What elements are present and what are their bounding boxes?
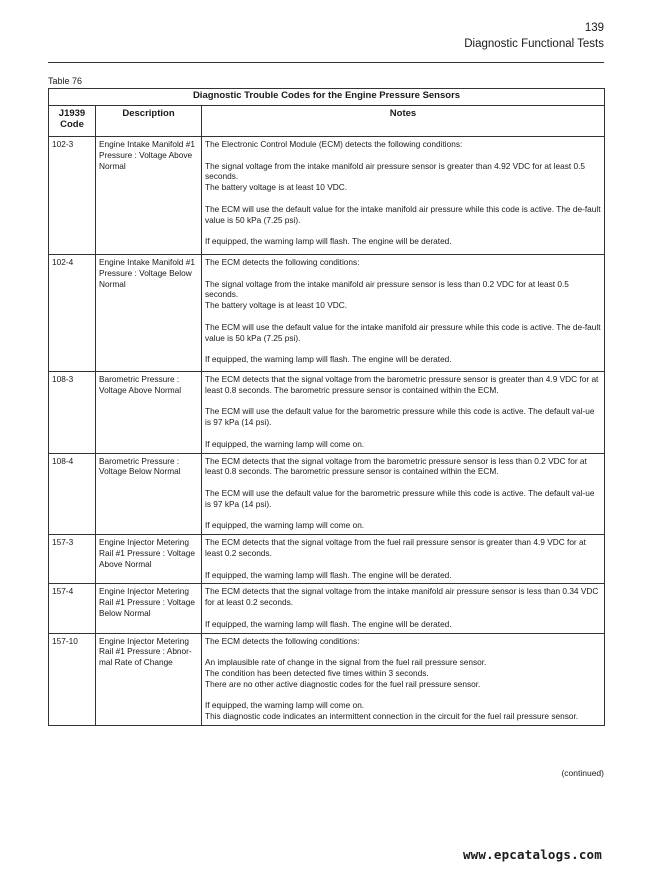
dtc-table	[48, 88, 605, 726]
notes-cell	[202, 633, 605, 725]
code-cell: 108-4	[49, 453, 96, 535]
code-cell: 157-4	[49, 584, 96, 633]
table-title: Diagnostic Trouble Codes for the Engine Pressure Sensors	[49, 89, 605, 106]
note-line: If equipped, the warning lamp will come on.	[205, 438, 365, 449]
table-row	[49, 535, 605, 584]
description-cell: Engine Intake Manifold #1 Pressure : Voltage Above Normal	[96, 137, 202, 255]
table-row	[49, 255, 605, 372]
note-line: The Electronic Control Module (ECM) detects the following conditions:	[205, 139, 463, 149]
notes-cell	[202, 535, 605, 584]
note-line: An implausible rate of change in the signal from the fuel rail pressure sensor.	[205, 657, 487, 668]
description-cell: Engine Injector Metering Rail #1 Pressure : Voltage Below Normal	[96, 584, 202, 633]
note-line: If equipped, the warning lamp will flash. The engine will be derated.	[205, 236, 452, 247]
note-line: This diagnostic code indicates an intermittent connection in the circuit for the fuel rail pressure sensor.	[205, 711, 579, 722]
note-line: If equipped, the warning lamp will come on.	[205, 520, 365, 531]
description-cell: Engine Intake Manifold #1 Pressure : Voltage Below Normal	[96, 255, 202, 372]
note-line: If equipped, the warning lamp will flash. The engine will be derated.	[205, 354, 452, 365]
notes-cell	[202, 453, 605, 535]
code-cell: 157-10	[49, 633, 96, 725]
note-line: The ECM detects that the signal voltage from the fuel rail pressure sensor is greater than 4.9 VDC for at least 0.2 seconds.	[205, 537, 586, 558]
note-line: The ECM detects that the signal voltage from the intake manifold air pressure sensor is less than 0.34 VDC for at least 0.2 seconds.	[205, 586, 599, 608]
page-number: 139	[584, 22, 604, 34]
description-cell: Barometric Pressure : Voltage Above Normal	[96, 372, 202, 454]
note-line: The ECM will use the default value for the barometric pressure while this code is active. The default val-ue is 97 kPa (14 psi).	[205, 487, 595, 509]
note-line: The signal voltage from the intake manifold air pressure sensor is less than 0.2 VDC for at least 0.5 seconds.	[205, 278, 569, 300]
notes-cell	[202, 372, 605, 454]
note-line: The battery voltage is at least 10 VDC.	[205, 182, 348, 193]
note-line: The ECM detects that the signal voltage from the barometric pressure sensor is less than 0.2 VDC for at least 0.8 seconds. The barometric pressure sensor is contained within the ECM.	[205, 455, 587, 477]
notes-cell	[202, 137, 605, 255]
note-line: The condition has been detected five times within 3 seconds.	[205, 667, 429, 678]
notes-cell	[202, 584, 605, 633]
description-cell: Engine Injector Metering Rail #1 Pressure : Abnor-mal Rate of Change	[96, 633, 202, 725]
table-row	[49, 453, 605, 535]
note-line: The ECM will use the default value for the barometric pressure while this code is active. The default val-ue is 97 kPa (14 psi).	[205, 406, 595, 428]
code-cell: 108-3	[49, 372, 96, 454]
code-cell: 102-4	[49, 255, 96, 372]
description-cell: Engine Injector Metering Rail #1 Pressure : Voltage Above Normal	[96, 535, 202, 584]
note-line: The ECM detects the following conditions:	[205, 635, 360, 646]
column-header-code-line1: J1939	[58, 108, 86, 119]
header-rule	[48, 62, 604, 63]
table-row	[49, 137, 605, 255]
note-line: The ECM will use the default value for the intake manifold air pressure while this code is active. The de-fault value is 50 kPa (7.25 psi).	[205, 321, 601, 343]
notes-cell	[202, 255, 605, 372]
description-cell: Barometric Pressure : Voltage Below Normal	[96, 453, 202, 535]
note-line: The battery voltage is at least 10 VDC.	[205, 300, 348, 311]
note-line: The signal voltage from the intake manifold air pressure sensor is greater than 4.92 VDC for at least 0.5 seconds.	[205, 160, 586, 182]
note-line: There are no other active diagnostic codes for the fuel rail pressure sensor.	[205, 678, 481, 689]
note-line: If equipped, the warning lamp will flash. The engine will be derated.	[205, 618, 452, 629]
table-row	[49, 584, 605, 633]
note-line: The ECM will use the default value for the intake manifold air pressure while this code is active. The de-fault value is 50 kPa (7.25 psi).	[205, 203, 601, 225]
note-line: The ECM detects the following conditions:	[205, 257, 360, 267]
table-row	[49, 633, 605, 725]
note-line: If equipped, the warning lamp will come on.	[205, 700, 365, 711]
table-label: Table 76	[48, 76, 83, 86]
column-header-description: Description	[96, 106, 202, 137]
continued-label: (continued)	[561, 768, 604, 778]
note-line: The ECM detects that the signal voltage from the barometric pressure sensor is greater than 4.9 VDC for at least 0.8 seconds. The barometric pressure sensor is contained within the ECM.	[205, 374, 599, 395]
table-row	[49, 372, 605, 454]
column-header-notes: Notes	[202, 106, 605, 137]
code-cell: 157-3	[49, 535, 96, 584]
column-header-code-line2: Code	[60, 119, 84, 130]
watermark: www.epcatalogs.com	[462, 847, 602, 862]
column-header-code	[49, 106, 96, 137]
code-cell: 102-3	[49, 137, 96, 255]
note-line: If equipped, the warning lamp will flash. The engine will be derated.	[205, 569, 452, 580]
running-title: Diagnostic Functional Tests	[464, 38, 604, 50]
